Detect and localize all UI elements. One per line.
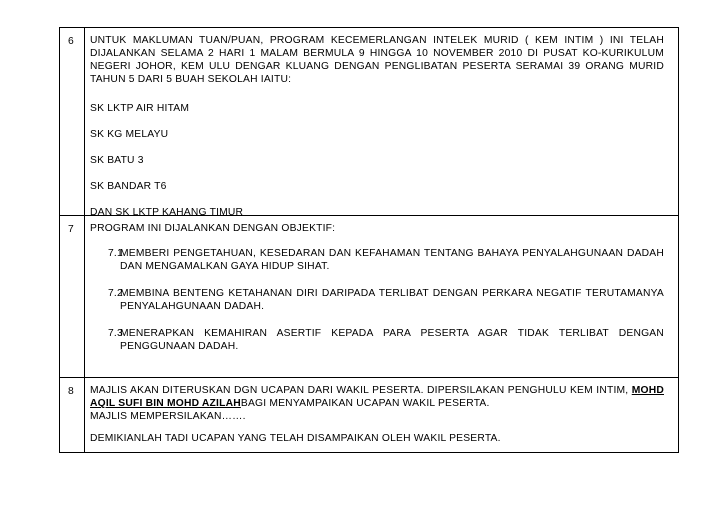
school-item: SK BANDAR T6 xyxy=(90,181,167,192)
objective-item xyxy=(90,287,664,313)
speech-invitation xyxy=(90,384,664,410)
row-number: 7 xyxy=(68,224,74,235)
row-content xyxy=(90,384,664,445)
objective-item xyxy=(90,327,664,353)
invitation-text-end: BAGI MENYAMPAIKAN UCAPAN WAKIL PESERTA. xyxy=(240,398,490,409)
objective-text: MENERAPKAN KEMAHIRAN ASERTIF KEPADA PARA PESERTA AGAR TIDAK TERLIBAT DENGAN PENGGUNAAN DADAH. xyxy=(120,328,664,352)
objectives-intro: PROGRAM INI DIJALANKAN DENGAN OBJEKTIF: xyxy=(90,223,336,234)
agenda-row-7 xyxy=(59,215,679,378)
row-content xyxy=(90,34,664,219)
row-content xyxy=(90,222,664,353)
school-item: SK BATU 3 xyxy=(90,155,144,166)
invitation-line: MAJLIS MEMPERSILAKAN……. xyxy=(90,411,246,422)
objective-number: 7.1 xyxy=(108,248,123,259)
closing-line: DEMIKIANLAH TADI UCAPAN YANG TELAH DISAMPAIKAN OLEH WAKIL PESERTA. xyxy=(90,433,501,444)
representative-name: MOHD AQIL SUFI BIN MOHD AZILAH xyxy=(90,385,664,409)
school-item: SK LKTP AIR HITAM xyxy=(90,103,190,114)
row-number-cell xyxy=(60,378,85,452)
agenda-row-8 xyxy=(59,377,679,453)
agenda-row-6 xyxy=(59,27,679,216)
objective-number: 7.2 xyxy=(108,288,123,299)
objective-text: MEMBINA BENTENG KETAHANAN DIRI DARIPADA TERLIBAT DENGAN PERKARA NEGATIF TERUTAMANYA PENYALAHGUNAAN DADAH. xyxy=(120,288,664,312)
row-number: 8 xyxy=(68,386,74,397)
school-item: SK KG MELAYU xyxy=(90,129,169,140)
objective-number: 7.3 xyxy=(108,328,123,339)
invitation-text: MAJLIS AKAN DITERUSKAN DGN UCAPAN DARI WAKIL PESERTA. DIPERSILAKAN PENGHULU KEM INTIM, xyxy=(90,385,632,396)
program-description: UNTUK MAKLUMAN TUAN/PUAN, PROGRAM KECEMERLANGAN INTELEK MURID ( KEM INTIM ) INI TELAH DIJALANKAN SELAMA 2 HARI 1 MALAM BERMULA 9 HINGGA 10 NOVEMBER 2010 DI PUSAT KO-KURIKULUM NEGERI JOHOR, KEM ULU DENGAR KLUANG DENGAN PENGLIBATAN PESERTA SERAMAI 39 ORANG MURID TAHUN 5 DARI 5 BUAH SEKOLAH IAITU: xyxy=(90,35,664,85)
objective-item xyxy=(90,247,664,273)
objective-text: MEMBERI PENGETAHUAN, KESEDARAN DAN KEFAHAMAN TENTANG BAHAYA PENYALAHGUNAAN DADAH DAN MENGAMALKAN GAYA HIDUP SIHAT. xyxy=(120,248,664,272)
row-number-cell xyxy=(60,28,85,215)
school-item: DAN SK LKTP KAHANG TIMUR xyxy=(90,207,244,218)
row-number-cell xyxy=(60,216,85,377)
row-number: 6 xyxy=(68,36,74,47)
